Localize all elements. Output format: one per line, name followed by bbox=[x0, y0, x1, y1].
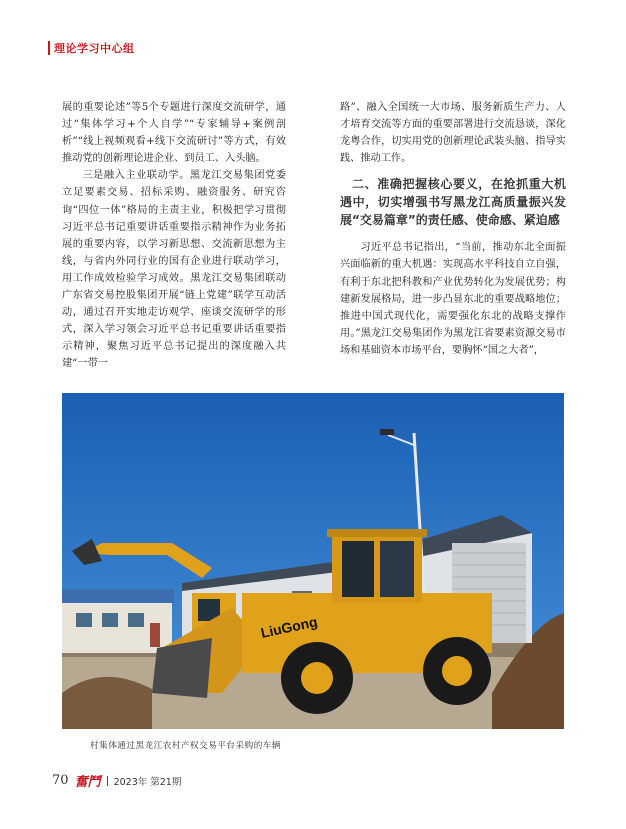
page-footer bbox=[52, 771, 181, 790]
left-paragraph-1: 展的重要论述”等5个专题进行深度交流研学，通过“集体学习+个人自学”“专家辅导+案例剖析”“线上视频观看+线下交流研讨”等方式，有效推动党的创新理论进企业、到员工、入头脑。 bbox=[62, 102, 286, 165]
right-paragraph-2: 习近平总书记指出，“当前，推动东北全面振兴面临新的重大机遇：实现高水平科技自立自强，有利于东北把科教和产业优势转化为发展优势；构建新发展格局，进一步凸显东北的重要战略地位；推进中国式现代化，需要强化东北的战略支撑作用。”黑龙江交易集团作为黑龙江省要素资源交易市场和基础资本市场平台，要胸怀“国之大者”， bbox=[340, 242, 566, 356]
page-number: 70 bbox=[52, 773, 69, 788]
section-title: 理论学习中心组 bbox=[54, 42, 135, 55]
left-column bbox=[62, 99, 286, 373]
photo-caption: 村集体通过黑龙江农村产权交易平台采购的车辆 bbox=[90, 741, 281, 751]
left-paragraph-2 bbox=[62, 167, 286, 372]
section-subheading: 二、准确把握核心要义，在抢抓重大机遇中，切实增强书写黑龙江高质量振兴发展“交易篇章”的责任感、使命感、紧迫感 bbox=[340, 177, 566, 228]
header-bar bbox=[48, 41, 50, 55]
excavator-photo bbox=[62, 393, 564, 729]
loader-brand-text: LiuGong bbox=[259, 613, 319, 641]
magazine-logo: 奮鬥 bbox=[74, 775, 101, 790]
right-column bbox=[340, 99, 566, 359]
photo-illustration bbox=[62, 393, 564, 729]
issue-label: 2023年 第21期 bbox=[113, 776, 182, 788]
section-header bbox=[48, 40, 135, 56]
footer-separator bbox=[107, 776, 108, 786]
paragraph-lead: 三是融入主业联动学。 bbox=[82, 170, 190, 182]
right-paragraph-1: 路”、融入全国统一大市场、服务新质生产力、人才培育交流等方面的重要部署进行交流恳谈，深化龙粤合作，切实用党的创新理论武装头脑、指导实践、推动工作。 bbox=[340, 102, 566, 165]
paragraph-body: 黑龙江交易集团党委立足要素交易、招标采购、融资服务、研究咨询“四位一体”格局的主责主业，积极把学习贯彻习近平总书记重要讲话重要指示精神作为业务拓展的重要内容，以学习新思想、交流新思想为主线，与省内外同行业的国有企业进行联动学习，用工作成效检验学习成效。黑龙江交易集团联动广东省交易控股集团开展“链上党建”联学互动活动，通过召开实地走访观学、座谈交流研学的形式，深入学习领会习近平总书记重要讲话重要指示精神，聚焦习近平总书记提出的深度融入共建“一带一 bbox=[62, 170, 287, 370]
